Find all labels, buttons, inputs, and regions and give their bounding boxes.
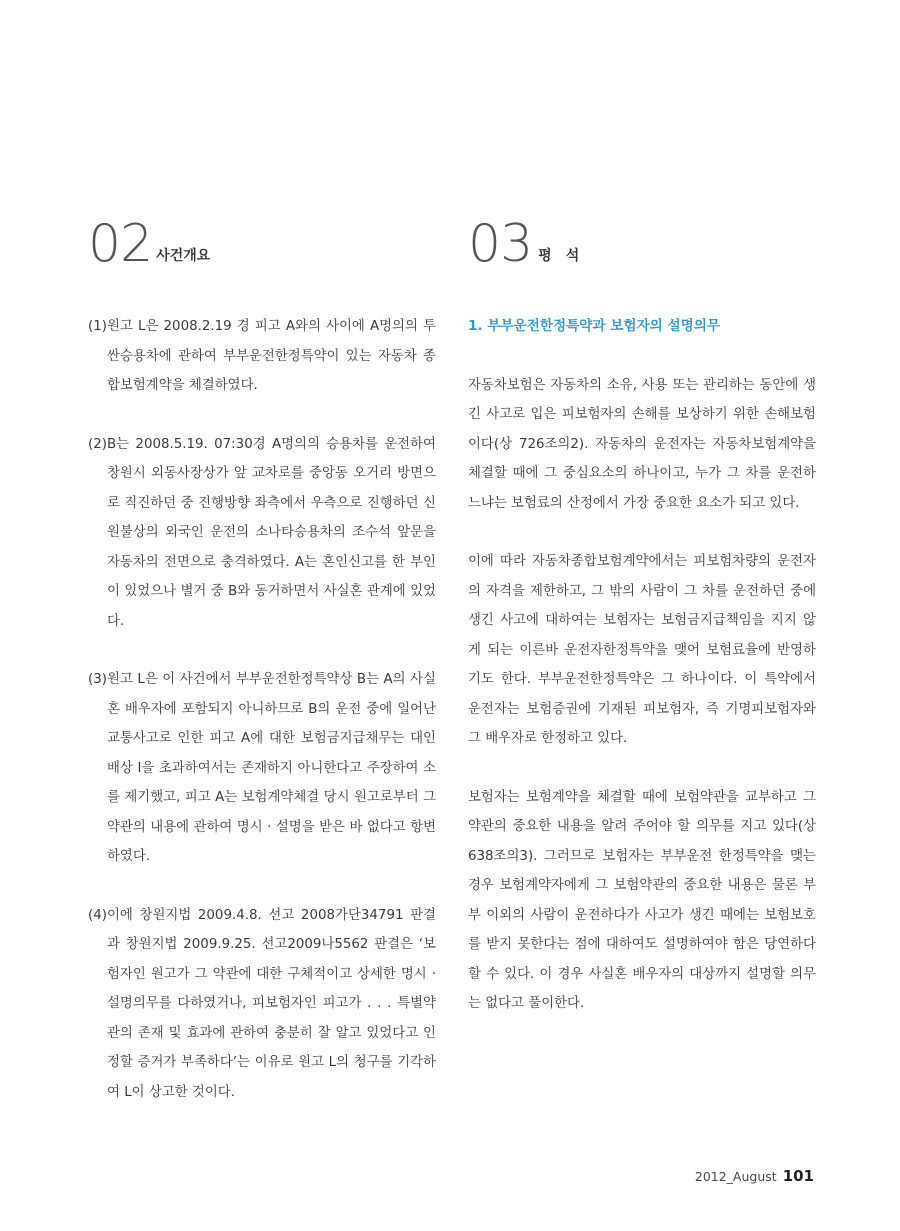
paragraph: 보험자는 보험계약을 체결할 때에 보험약관을 교부하고 그 약관의 중요한 내용을 알려 주어야 할 의무를 지고 있다(상 638조의3). 그러므로 보험자는 부부운전 한정특약을 맺는 경우 보험계약자에게 그 보험약관의 중요한 내용은 물론 부부 이외의 사람이 운전하다가 사고가 생긴 때에는 보험보호를 받지 못한다는 점에 대하여도 설명하여야 함은 당연하다 할 수 있다. 이 경우 사실혼 배우자의 대상까지 설명할 의무는 없다고 풀이한다.: [468, 789, 816, 1011]
section-title: 사건개요: [156, 248, 211, 264]
item-number: (2): [88, 436, 107, 452]
item-number: (3): [88, 672, 107, 687]
item-number: (1): [88, 319, 107, 334]
paragraph: 이에 따라 자동차종합보험계약에서는 피보험차량의 운전자의 자격을 제한하고, 그 밖의 사람이 그 차를 운전하던 중에 생긴 사고에 대하여는 보험자는 보험금지급책임을 지지 않게 되는 이른바 운전자한정특약을 맺어 보험료율에 반영하기도 한다. 부부운전한정특약은 그 하나이다. 이 특약에서 운전자는 보험증권에 기재된 피보험자, 즉 기명피보험자와 그 배우자로 한정하고 있다.: [468, 554, 816, 746]
list-item: [88, 665, 436, 872]
item-text: B는 2008.5.19. 07:30경 A명의의 승용차를 운전하여 창원시 외동사장상가 앞 교차로를 중앙동 오거리 방면으로 직진하던 중 진행방향 좌측에서 우측으로 진행하던 신원불상의 외국인 운전의 소나타승용차의 조수석 앞문을 자동차의 전면으로 충격하였다. A는 혼인신고를 한 부인이 있었으나 별거 중 B와 동거하면서 사실혼 관계에 있었다.: [107, 436, 436, 629]
section-header-case-summary: [88, 214, 211, 274]
paragraph: 자동차보험은 자동차의 소유, 사용 또는 관리하는 동안에 생긴 사고로 입은 피보험자의 손해를 보상하기 위한 손해보험이다(상 726조의2). 자동차의 운전자는 자동차보험계약을 체결할 때에 그 중심요소의 하나이고, 누가 그 차를 운전하느냐는 보험료의 산정에서 가장 중요한 요소가 되고 있다.: [468, 377, 816, 511]
list-item: [88, 312, 436, 401]
section-number: 03: [468, 214, 533, 274]
right-column: [468, 312, 816, 1048]
item-text: 이에 창원지법 2009.4.8. 선고 2008가단34791 판결과 창원지법 2009.9.25. 선고2009나5562 판결은 ‘보험자인 원고가 그 약관에 대한 구체적이고 상세한 명시 · 설명의무를 다하였거나, 피보험자인 피고가 . . . 특별약관의 존재 및 효과에 관하여 충분히 잘 알고 있었다고 인정할 증거가 부족하다’는 이유로 원고 L의 청구를 기각하여 L이 상고한 것이다.: [107, 907, 436, 1100]
item-number: (4): [88, 907, 107, 923]
list-item: [88, 430, 436, 637]
section-number: 02: [88, 214, 153, 274]
list-item: [88, 901, 436, 1108]
section-title: 평석: [538, 248, 594, 264]
issue-label: 2012_August: [694, 1169, 777, 1184]
left-column: [88, 312, 436, 1136]
page-number: 101: [782, 1167, 814, 1185]
section-header-review: [468, 214, 594, 274]
item-text: 원고 L은 2008.2.19 경 피고 A와의 사이에 A명의의 투싼승용차에 관하여 부부운전한정특약이 있는 자동차 종합보험계약을 체결하였다.: [107, 319, 436, 393]
subheading: 1. 부부운전한정특약과 보험자의 설명의무: [468, 318, 721, 334]
item-text: 원고 L은 이 사건에서 부부운전한정특약상 B는 A의 사실혼 배우자에 포함되지 아니하므로 B의 운전 중에 일어난 교통사고로 인한 피고 A에 대한 보험금지급채무는 대인배상 I을 초과하여서는 존재하지 아니한다고 주장하여 소를 제기했고, 피고 A는 보험계약체결 당시 원고로부터 그 약관의 내용에 관하여 명시 · 설명을 받은 바 없다고 항변하였다.: [107, 672, 436, 864]
page-footer: [695, 1167, 814, 1185]
